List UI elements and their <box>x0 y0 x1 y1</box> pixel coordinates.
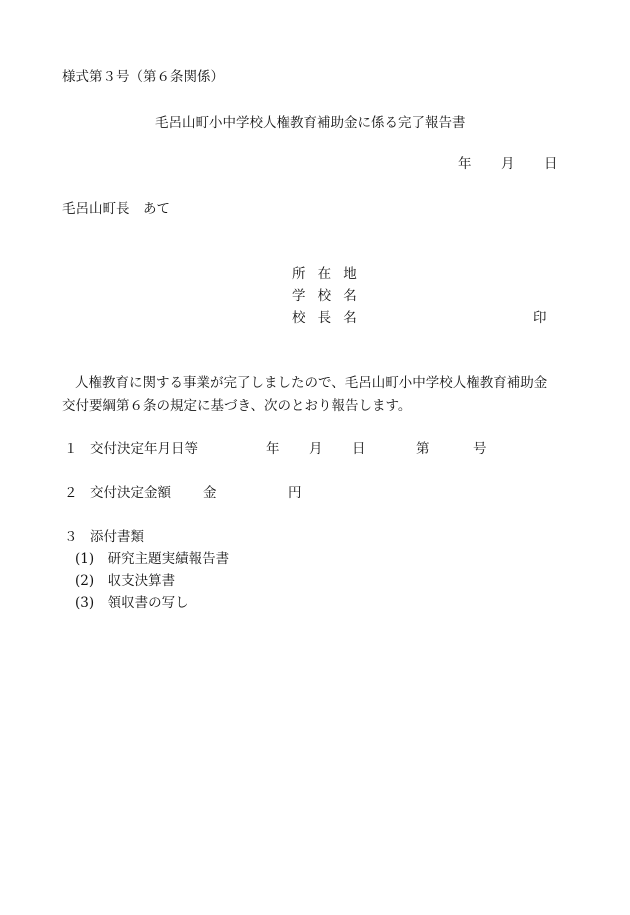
document-title: 毛呂山町小中学校人権教育補助金に係る完了報告書 <box>155 115 466 131</box>
item-2-number: ２ <box>64 485 78 501</box>
item-1-go: 号 <box>473 441 487 457</box>
item-3-number: ３ <box>64 529 78 545</box>
date-month: 月 <box>501 156 515 172</box>
attachment-item: (3) 領収書の写し <box>75 595 189 611</box>
item-2-label: 交付決定金額 <box>90 485 171 501</box>
form-number: 様式第３号（第６条関係） <box>62 69 224 85</box>
item-1-day: 日 <box>352 441 366 457</box>
item-1-month: 月 <box>309 441 323 457</box>
item-1-year: 年 <box>266 441 280 457</box>
item-3-label: 添付書類 <box>90 529 144 545</box>
item-1-label: 交付決定年月日等 <box>90 441 198 457</box>
seal-mark: 印 <box>533 310 547 326</box>
date-year: 年 <box>458 156 472 172</box>
date-day: 日 <box>544 156 558 172</box>
body-line-2: 交付要綱第６条の規定に基づき、次のとおり報告します。 <box>62 398 412 414</box>
body-line-1: 人権教育に関する事業が完了しましたので、毛呂山町小中学校人権教育補助金 <box>75 375 548 391</box>
address-label: 所在地 <box>292 266 369 282</box>
principal-name-label: 校長名 <box>292 310 369 326</box>
school-name-label: 学校名 <box>292 288 369 304</box>
item-1-number: １ <box>64 441 78 457</box>
addressee: 毛呂山町長 あて <box>62 201 170 217</box>
attachment-item: (1) 研究主題実績報告書 <box>75 551 230 567</box>
item-2-yen: 円 <box>288 485 302 501</box>
attachment-item: (2) 収支決算書 <box>75 573 176 589</box>
item-1-dai: 第 <box>416 441 430 457</box>
item-2-kin: 金 <box>203 485 217 501</box>
